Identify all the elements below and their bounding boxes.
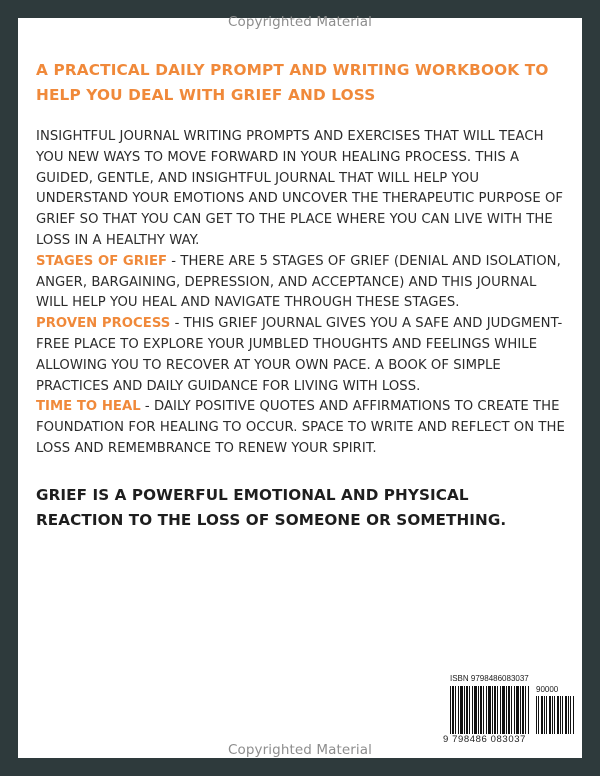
intro-paragraph: INSIGHTFUL JOURNAL WRITING PROMPTS AND EXERCISES THAT WILL TEACH YOU NEW WAYS TO MOVE FORWARD IN YOUR HEALING PROCESS. THIS A GUIDED, GENTLE, AND INSIGHTFUL JOURNAL THAT WILL HELP YOU UNDERSTAND YOUR EMOTIONS AND UNCOVER THE THERAPEUTIC PURPOSE OF GRIEF SO THAT YOU CAN GET TO THE PLACE WHERE YOU CAN LIVE WITH THE LOSS IN A HEALTHY WAY. (36, 129, 564, 248)
watermark-bottom: Copyrighted Material (228, 742, 372, 758)
section-text-process: - THIS GRIEF JOURNAL GIVES YOU A SAFE AND JUDGMENT-FREE PLACE TO EXPLORE YOUR JUMBLED THOUGHTS AND FEELINGS WHILE ALLOWING YOU TO RECOVER AT YOUR OWN PACE. A BOOK OF SIMPLE PRACTICES AND DAILY GUIDANCE FOR LIVING WITH LOSS. (36, 316, 563, 394)
isbn-digits: 9 798486 083037 (443, 734, 526, 745)
closing-statement: GRIEF IS A POWERFUL EMOTIONAL AND PHYSICAL REACTION TO THE LOSS OF SOMEONE OR SOMETHING. (36, 486, 507, 529)
headline: A PRACTICAL DAILY PROMPT AND WRITING WORKBOOK TO HELP YOU DEAL WITH GRIEF AND LOSS (36, 61, 549, 104)
section-title-heal: TIME TO HEAL (36, 399, 141, 415)
section-text-heal: - DAILY POSITIVE QUOTES AND AFFIRMATIONS TO CREATE THE FOUNDATION FOR HEALING TO OCCUR. SPACE TO WRITE AND REFLECT ON THE LOSS AND REMEMBRANCE TO RENEW YOUR SPIRIT. (36, 399, 565, 456)
section-title-process: PROVEN PROCESS (36, 316, 171, 332)
barcode-addon-bars (536, 696, 574, 734)
description-block (36, 127, 566, 460)
isbn-label: ISBN 9798486083037 (450, 674, 529, 683)
section-title-stages: STAGES OF GRIEF (36, 253, 168, 269)
watermark-top: Copyrighted Material (228, 14, 372, 30)
section-text-stages: - THERE ARE 5 STAGES OF GRIEF (DENIAL AND ISOLATION, ANGER, BARGAINING, DEPRESSION, AND ACCEPTANCE) AND THIS JOURNAL WILL HELP YOU HEAL AND NAVIGATE THROUGH THESE STAGES. (36, 253, 561, 311)
section-stages (36, 252, 566, 314)
section-heal (36, 397, 566, 459)
barcode-bars (450, 686, 530, 734)
price-code: 90000 (536, 685, 559, 694)
section-process (36, 314, 566, 397)
